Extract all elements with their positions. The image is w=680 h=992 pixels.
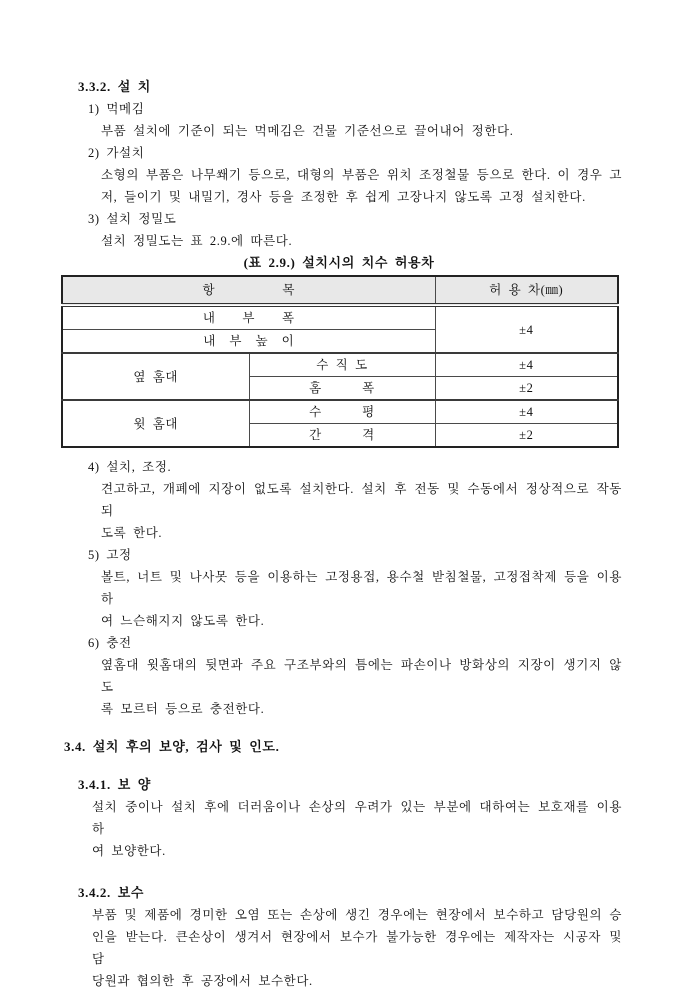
item-5-body-line-1: 볼트, 너트 및 나사못 등을 이용하는 고정용접, 용수철 받침철물, 고정접착제 등을 이용하 xyxy=(101,570,622,606)
item-6-label: 6) 충전 xyxy=(88,636,132,650)
cell-tol-level: ±4 xyxy=(435,400,618,424)
cell-tol-groove-width: ±2 xyxy=(435,377,618,401)
spacer xyxy=(0,758,680,774)
item-3-body-line-1: 설치 정밀도는 표 2.9.에 따른다. xyxy=(101,234,293,248)
table-header-tolerance: 허 용 차(㎜) xyxy=(435,276,618,305)
cell-inner-height: 내 부 높 이 xyxy=(62,330,435,354)
spacer xyxy=(0,448,680,456)
table-row-inner-width xyxy=(62,305,618,330)
section-3-4-2-body-line-1: 부품 및 제품에 경미한 오염 또는 손상에 생긴 경우에는 현장에서 보수하고 담당원의 승 xyxy=(92,908,622,922)
cell-tol-verticality: ±4 xyxy=(435,353,618,377)
cell-gap: 간 격 xyxy=(249,424,435,448)
table-caption: (표 2.9.) 설치시의 치수 허용차 xyxy=(243,255,435,270)
cell-verticality: 수 직 도 xyxy=(249,353,435,377)
table-row-verticality xyxy=(62,353,618,377)
section-heading-3-3-2: 3.3.2. 설 치 xyxy=(78,79,151,94)
cell-side-frame: 옆 홈대 xyxy=(62,353,249,400)
cell-level: 수 평 xyxy=(249,400,435,424)
cell-inner-width: 내 부 폭 xyxy=(62,305,435,330)
item-6-body-line-2: 록 모르터 등으로 충전한다. xyxy=(101,702,265,716)
table-header-row xyxy=(62,276,618,305)
tolerance-table xyxy=(61,275,619,448)
spacer xyxy=(0,720,680,736)
section-3-4-1-body-line-1: 설치 중이나 설치 후에 더러움이나 손상의 우려가 있는 부분에 대하여는 보호재를 이용하 xyxy=(92,800,622,836)
table-row-level xyxy=(62,400,618,424)
section-3-4-2-body-line-3: 당원과 협의한 후 공장에서 보수한다. xyxy=(92,974,313,988)
section-3-4-2-body-line-2: 인을 받는다. 큰손상이 생겨서 현장에서 보수가 불가능한 경우에는 제작자는 시공자 및 담 xyxy=(92,930,622,966)
item-4-body-line-2: 도록 한다. xyxy=(101,526,163,540)
item-4-label: 4) 설치, 조정. xyxy=(88,460,172,474)
item-5-body-line-2: 여 느슨해지지 않도록 한다. xyxy=(101,614,265,628)
cell-tol-inner: ±4 xyxy=(435,305,618,353)
item-1-label: 1) 먹메김 xyxy=(88,102,145,116)
cell-tol-gap: ±2 xyxy=(435,424,618,448)
item-3-label: 3) 설치 정밀도 xyxy=(88,212,177,226)
item-6-body-line-1: 옆홈대 윗홈대의 뒷면과 주요 구조부와의 틈에는 파손이나 방화상의 지장이 생기지 않도 xyxy=(101,658,622,694)
table-header-item: 항 목 xyxy=(62,276,435,305)
section-3-4-1-body-line-2: 여 보양한다. xyxy=(92,844,166,858)
section-heading-3-4-1: 3.4.1. 보 양 xyxy=(78,777,151,792)
item-2-body-line-2: 저, 들이기 및 내밀기, 경사 등을 조정한 후 쉽게 고장나지 않도록 고정 설치한다. xyxy=(101,190,586,204)
spacer xyxy=(0,862,680,882)
item-2-body-line-1: 소형의 부품은 나무쐐기 등으로, 대형의 부품은 위치 조정철물 등으로 한다. 이 경우 고 xyxy=(101,168,622,182)
item-4-body-line-1: 견고하고, 개폐에 지장이 없도록 설치한다. 설치 후 전동 및 수동에서 정상적으로 작동되 xyxy=(101,482,622,518)
item-2-label: 2) 가설치 xyxy=(88,146,145,160)
section-heading-3-4-2: 3.4.2. 보수 xyxy=(78,885,145,900)
cell-groove-width: 홈 폭 xyxy=(249,377,435,401)
item-1-body-line-1: 부품 설치에 기준이 되는 먹메김은 건물 기준선으로 끌어내어 정한다. xyxy=(101,124,514,138)
item-5-label: 5) 고정 xyxy=(88,548,132,562)
cell-top-frame: 윗 홈대 xyxy=(62,400,249,447)
section-heading-3-4: 3.4. 설치 후의 보양, 검사 및 인도. xyxy=(64,739,280,754)
